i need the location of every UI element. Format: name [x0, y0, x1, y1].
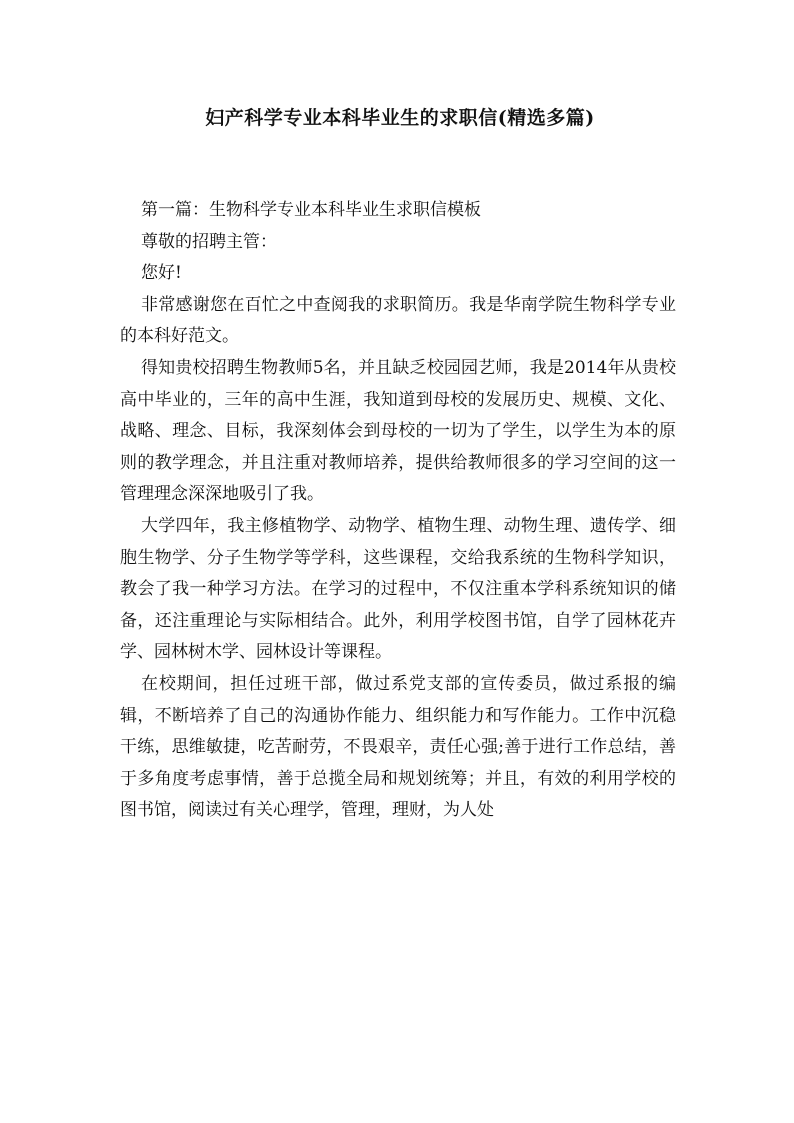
- paragraph-intro: 非常感谢您在百忙之中查阅我的求职简历。我是华南学院生物科学专业的本科好范文。: [120, 294, 676, 347]
- paragraph-heading: 第一篇：生物科学专业本科毕业生求职信模板: [141, 200, 481, 220]
- document-title: 妇产科学专业本科毕业生的求职信(精选多篇): [205, 107, 595, 129]
- paragraph-greeting: 您好!: [141, 263, 182, 284]
- paragraph-experience: 在校期间，担任过班干部，做过系党支部的宣传委员，做过系报的编辑，不断培养了自己的沟通协作能力、组织能力和写作能力。工作中沉稳干练，思维敏捷，吃苦耐劳，不畏艰辛，责任心强;善于进行工作总结，善于多角度考虑事情，善于总揽全局和规划统筹；并且，有效的利用学校的图书馆，阅读过有关心理学，管理，理财，为人处: [120, 673, 676, 821]
- paragraph-salutation: 尊敬的招聘主管：: [141, 231, 277, 252]
- paragraph-motivation: 得知贵校招聘生物教师5名，并且缺乏校园园艺师，我是2014年从贵校高中毕业的，三年的高中生涯，我知道到母校的发展历史、规模、文化、战略、理念、目标，我深刻体会到母校的一切为了学生，以学生为本的原则的教学理念，并且注重对教师培养，提供给教师很多的学习空间的这一管理理念深深地吸引了我。: [120, 357, 676, 505]
- paragraph-education: 大学四年，我主修植物学、动物学、植物生理、动物生理、遗传学、细胞生物学、分子生物学等学科，这些课程，交给我系统的生物科学知识，教会了我一种学习方法。在学习的过程中，不仅注重本学科系统知识的储备，还注重理论与实际相结合。此外，利用学校图书馆，自学了园林花卉学、园林树木学、园林设计等课程。: [120, 515, 676, 663]
- document-body: [120, 195, 676, 827]
